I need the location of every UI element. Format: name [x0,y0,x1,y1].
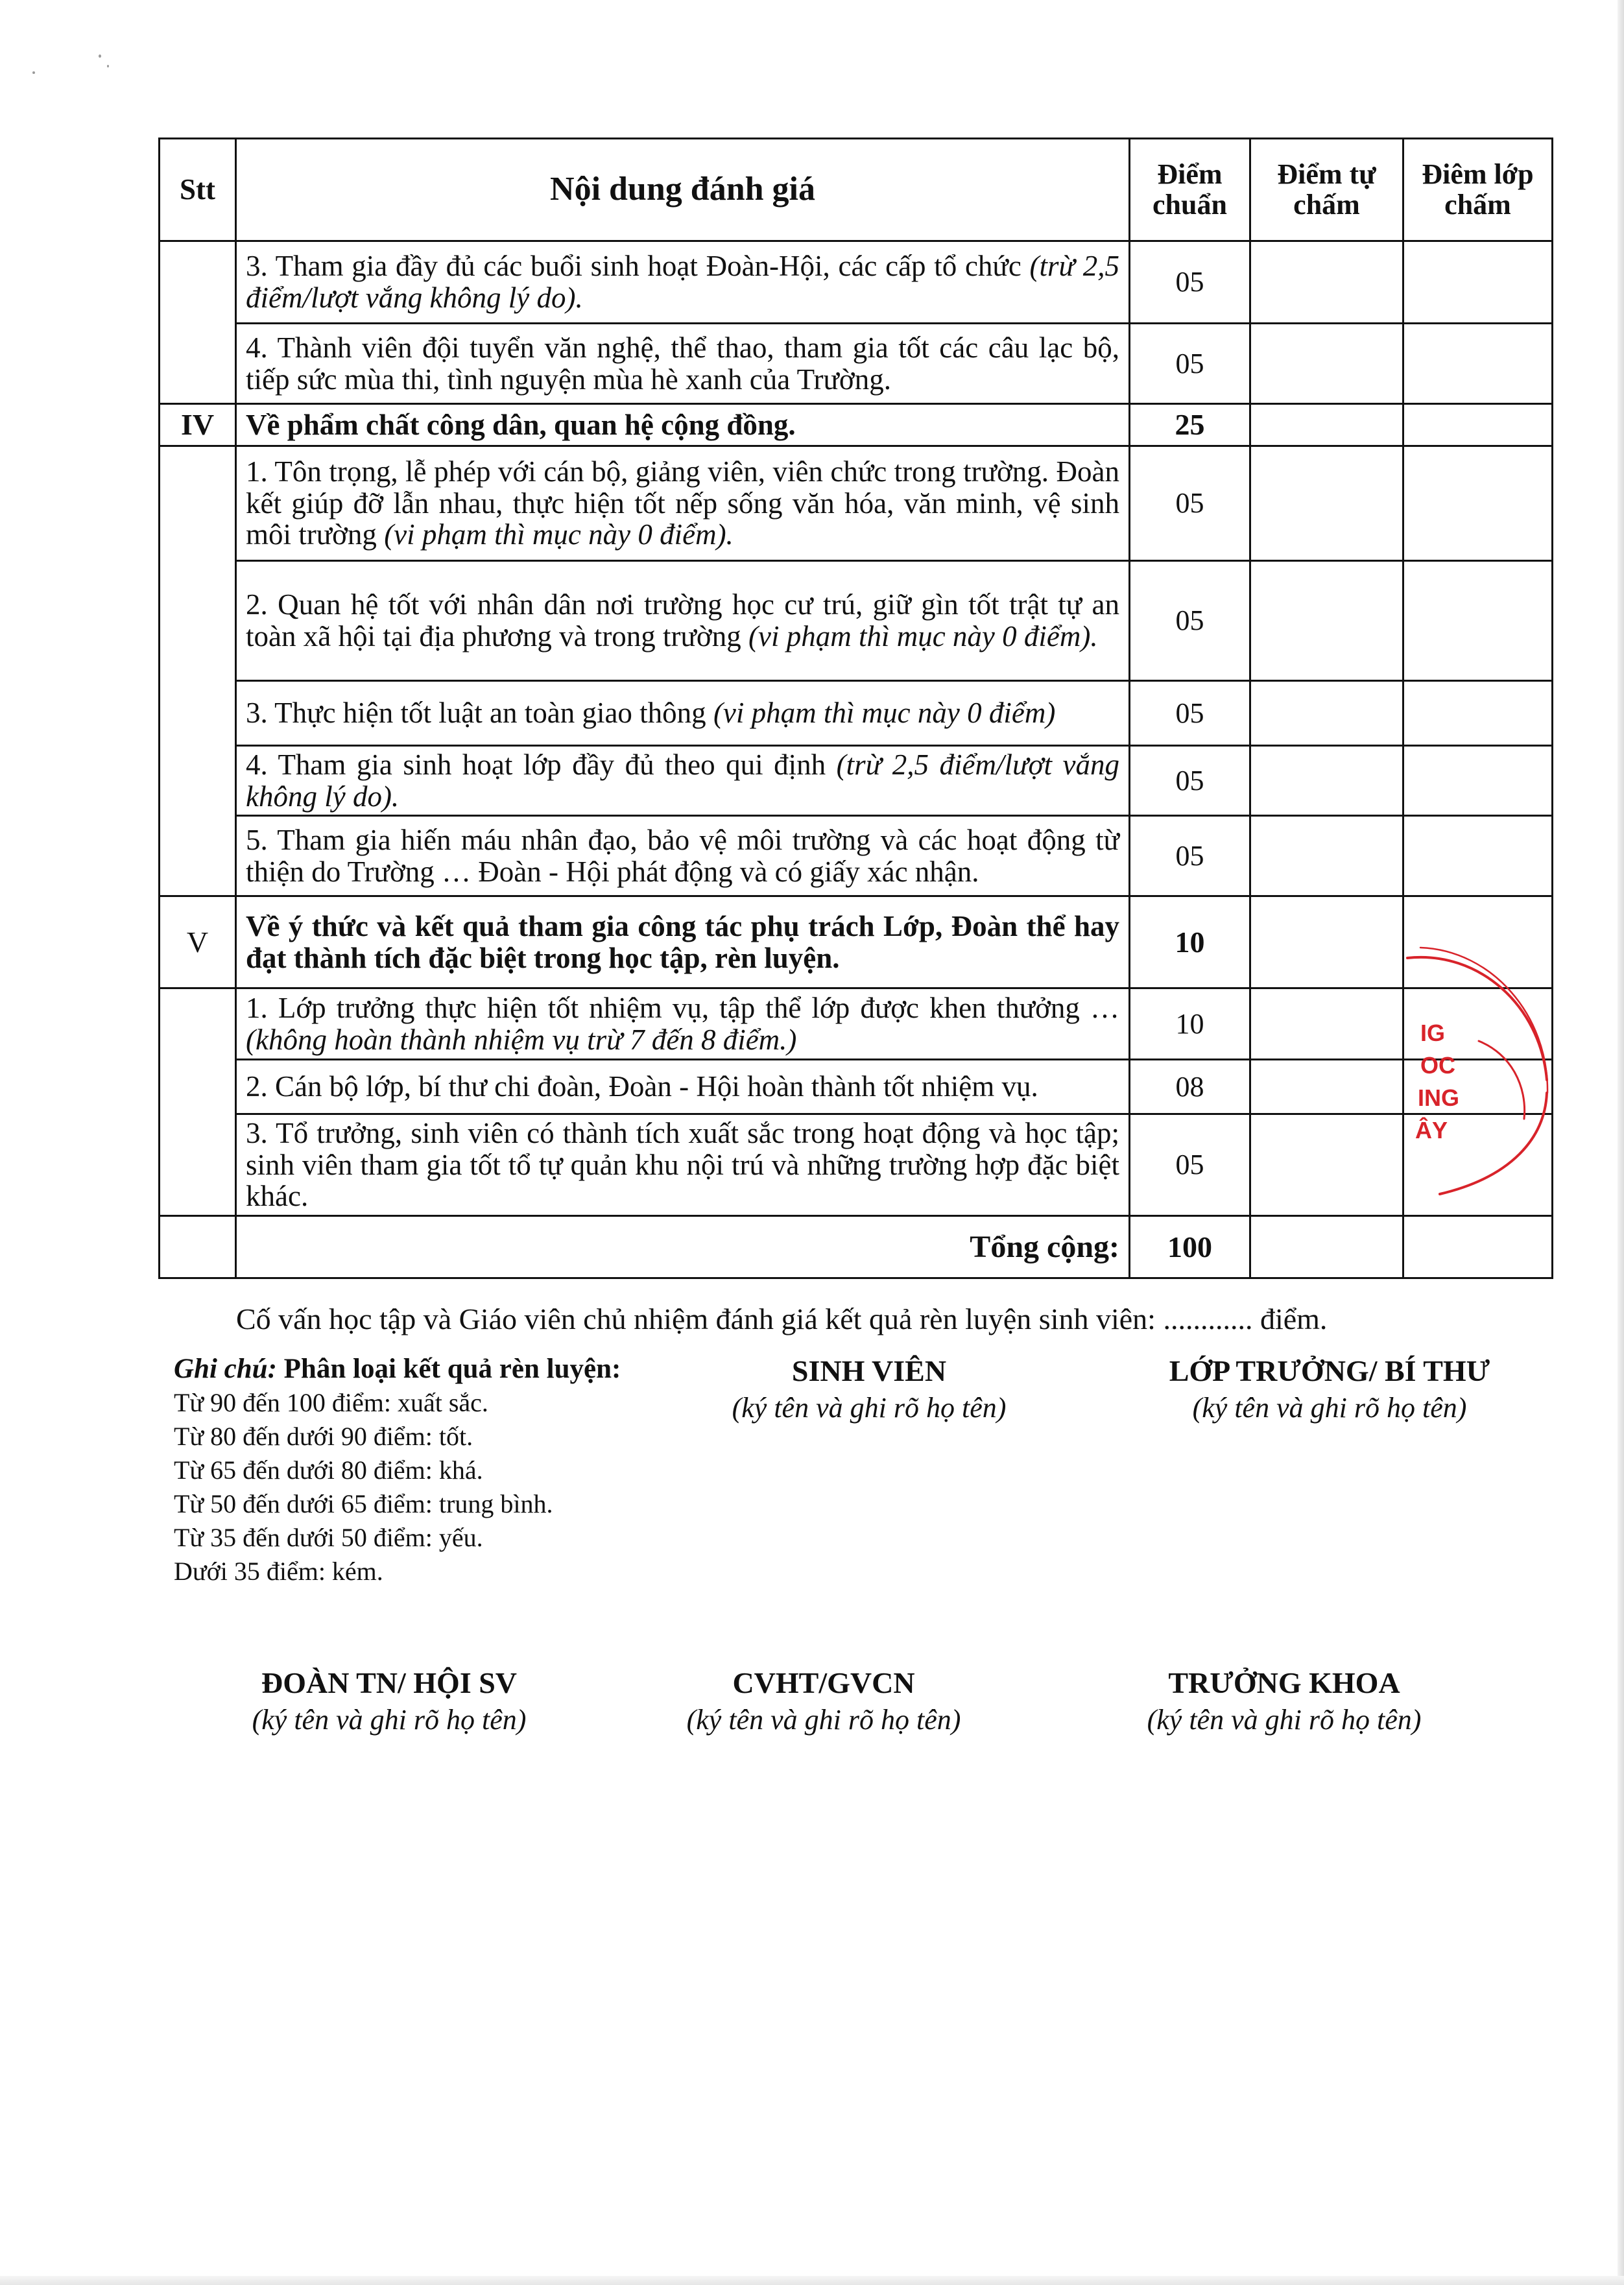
note-item: Từ 50 đến dưới 65 điểm: trung bình. [174,1489,553,1518]
stt-cell [160,446,236,896]
self-score-cell[interactable] [1250,324,1403,404]
signature-monitor [1141,1352,1518,1426]
criteria-text: 1. Lớp trưởng thực hiện tốt nhiệm vụ, tập thể lớp được khen thưởng … [246,992,1119,1025]
class-score-cell[interactable] [1403,241,1553,324]
criteria-cell [236,988,1130,1060]
self-score-cell[interactable] [1250,988,1403,1060]
criteria-note: (trừ 2,5 điểm/lượt vắng không lý do). [246,748,1119,813]
criteria-text: 3. Tham gia đầy đủ các buổi sinh hoạt Đoàn-Hội, các cấp tổ chức [246,250,1030,283]
class-score-cell[interactable] [1403,681,1553,746]
stt-cell [160,988,236,1216]
self-score-cell[interactable] [1250,746,1403,816]
class-total-cell[interactable] [1403,1215,1553,1278]
criteria-cell [236,746,1130,816]
evaluation-table [158,138,1553,1279]
criteria-text: 3. Thực hiện tốt luật an toàn giao thông [246,697,713,730]
signature-advisor [649,1664,999,1738]
table-row [160,746,1553,816]
stamp-text: ÂY [1415,1117,1448,1143]
signature-role: SINH VIÊN [791,1354,947,1387]
total-value: 100 [1130,1215,1250,1278]
criteria-cell [236,561,1130,681]
class-score-cell[interactable] [1403,404,1553,446]
signature-role: LỚP TRƯỞNG/ BÍ THƯ [1169,1354,1490,1387]
stt-cell [160,1215,236,1278]
criteria-note: (vi phạm thì mục này 0 điểm). [384,518,734,551]
criteria-note: (vi phạm thì mục này 0 điểm) [713,697,1056,730]
signature-student [707,1352,1031,1426]
section-number: IV [160,404,236,446]
criteria-note: (không hoàn thành nhiệm vụ trừ 7 đến 8 điểm.) [246,1023,797,1056]
note-item: Dưới 35 điểm: kém. [174,1557,383,1586]
class-score-cell[interactable] [1403,816,1553,896]
signature-hint: (ký tên và ghi rõ họ tên) [1192,1392,1467,1424]
stamp-text: ING [1418,1084,1460,1111]
criteria-note: (vi phạm thì mục này 0 điểm). [748,620,1098,652]
notes-title-label: Ghi chú: [174,1354,277,1384]
header-class-score: Điêm lớp chấm [1403,139,1553,241]
criteria-cell: 2. Cán bộ lớp, bí thư chi đoàn, Đoàn - Hội hoàn thành tốt nhiệm vụ. [236,1060,1130,1114]
stamp-text: OC [1420,1052,1455,1079]
criteria-cell [236,446,1130,561]
header-content: Nội dung đánh giá [236,139,1130,241]
criteria-cell [236,241,1130,324]
criteria-note: (trừ 2,5 điểm/lượt vắng không lý do). [246,250,1120,314]
section-row [160,404,1553,446]
signature-union [214,1664,564,1738]
self-score-cell[interactable] [1250,1060,1403,1114]
class-score-cell[interactable] [1403,324,1553,404]
signature-hint: (ký tên và ghi rõ họ tên) [732,1392,1007,1424]
scan-speck [99,54,101,58]
standard-score: 05 [1130,746,1250,816]
header-stt: Stt [160,139,236,241]
page-edge-shadow [1618,0,1624,2285]
criteria-cell: 5. Tham gia hiến máu nhân đạo, bảo vệ môi trường và các hoạt động từ thiện do Trường … Đoàn - Hội phát động và có giấy xác nhận. [236,816,1130,896]
self-score-cell[interactable] [1250,561,1403,681]
criteria-text: 2. Quan hệ tốt với nhân dân nơi trường học cư trú, giữ gìn tốt trật tự an toàn xã hội tại địa phương và trong trường [246,588,1119,652]
table-header-row [160,139,1553,241]
note-item: Từ 80 đến dưới 90 điểm: tốt. [174,1422,473,1451]
scan-speck [32,71,35,74]
note-item: Từ 90 đến 100 điểm: xuất sắc. [174,1388,488,1417]
standard-score: 05 [1130,324,1250,404]
signature-role: TRƯỞNG KHOA [1168,1666,1400,1699]
criteria-cell [236,681,1130,746]
self-score-cell[interactable] [1250,681,1403,746]
stamp-text: IG [1420,1020,1446,1046]
class-score-cell[interactable] [1403,561,1553,681]
red-seal-stamp [1401,944,1550,1216]
self-total-cell[interactable] [1250,1215,1403,1278]
table-row [160,324,1553,404]
self-score-cell[interactable] [1250,241,1403,324]
standard-score: 05 [1130,446,1250,561]
table-row [160,1114,1553,1216]
table-row [160,988,1553,1060]
self-score-cell[interactable] [1250,816,1403,896]
scan-speck [107,65,109,67]
total-row [160,1215,1553,1278]
self-score-cell[interactable] [1250,896,1403,988]
notes-title-heading: Phân loại kết quả rèn luyện: [283,1354,621,1384]
page-edge-shadow-bottom [0,2276,1624,2285]
standard-score: 05 [1130,816,1250,896]
class-score-cell[interactable] [1403,446,1553,561]
notes-title [174,1352,621,1386]
standard-score: 05 [1130,681,1250,746]
section-number: V [160,896,236,988]
criteria-cell: 3. Tổ trưởng, sinh viên có thành tích xuất sắc trong hoạt động và học tập; sinh viên tham gia tốt tổ tự quản khu nội trú và những trường hợp đặc biệt khác. [236,1114,1130,1216]
criteria-text: 4. Tham gia sinh hoạt lớp đầy đủ theo qui định [246,748,837,781]
self-score-cell[interactable] [1250,446,1403,561]
class-score-cell[interactable] [1403,746,1553,816]
header-standard-score: Điểm chuẩn [1130,139,1250,241]
signature-role: ĐOÀN TN/ HỘI SV [261,1666,518,1699]
section-title: Về phẩm chất công dân, quan hệ cộng đồng. [236,404,1130,446]
stt-cell [160,241,236,404]
note-item: Từ 35 đến dưới 50 điểm: yếu. [174,1523,483,1552]
signature-hint: (ký tên và ghi rõ họ tên) [252,1704,527,1736]
total-label: Tổng cộng: [236,1215,1130,1278]
table-row [160,816,1553,896]
note-item: Từ 65 đến dưới 80 điểm: khá. [174,1455,483,1485]
section-title: Về ý thức và kết quả tham gia công tác phụ trách Lớp, Đoàn thể hay đạt thành tích đặc biệt trong học tập, rèn luyện. [236,896,1130,988]
self-score-cell[interactable] [1250,1114,1403,1216]
standard-score: 08 [1130,1060,1250,1114]
standard-score: 05 [1130,1114,1250,1216]
table-row [160,446,1553,561]
standard-score: 05 [1130,241,1250,324]
table-row [160,681,1553,746]
signature-hint: (ký tên và ghi rõ họ tên) [686,1704,961,1736]
table-row [160,561,1553,681]
signature-dean [1109,1664,1459,1738]
table-row [160,1060,1553,1114]
self-score-cell[interactable] [1250,404,1403,446]
signature-hint: (ký tên và ghi rõ họ tên) [1147,1704,1422,1736]
table-row [160,241,1553,324]
advisor-evaluation-line: Cố vấn học tập và Giáo viên chủ nhiệm đánh giá kết quả rèn luyện sinh viên: ............ điểm. [236,1302,1328,1335]
standard-score: 05 [1130,561,1250,681]
section-row [160,896,1553,988]
header-self-score: Điểm tự chấm [1250,139,1403,241]
criteria-text: 1. Tôn trọng, lễ phép với cán bộ, giảng viên, viên chức trong trường. Đoàn kết giúp đỡ lẫn nhau, thực hiện tốt nếp sống văn hóa, văn minh, vệ sinh môi trường [246,455,1119,551]
section-score: 25 [1130,404,1250,446]
standard-score: 10 [1130,988,1250,1060]
signature-role: CVHT/GVCN [732,1666,915,1699]
section-score: 10 [1130,896,1250,988]
classification-notes [174,1352,621,1588]
criteria-cell: 4. Thành viên đội tuyển văn nghệ, thể thao, tham gia tốt các câu lạc bộ, tiếp sức mùa thi, tình nguyện mùa hè xanh của Trường. [236,324,1130,404]
